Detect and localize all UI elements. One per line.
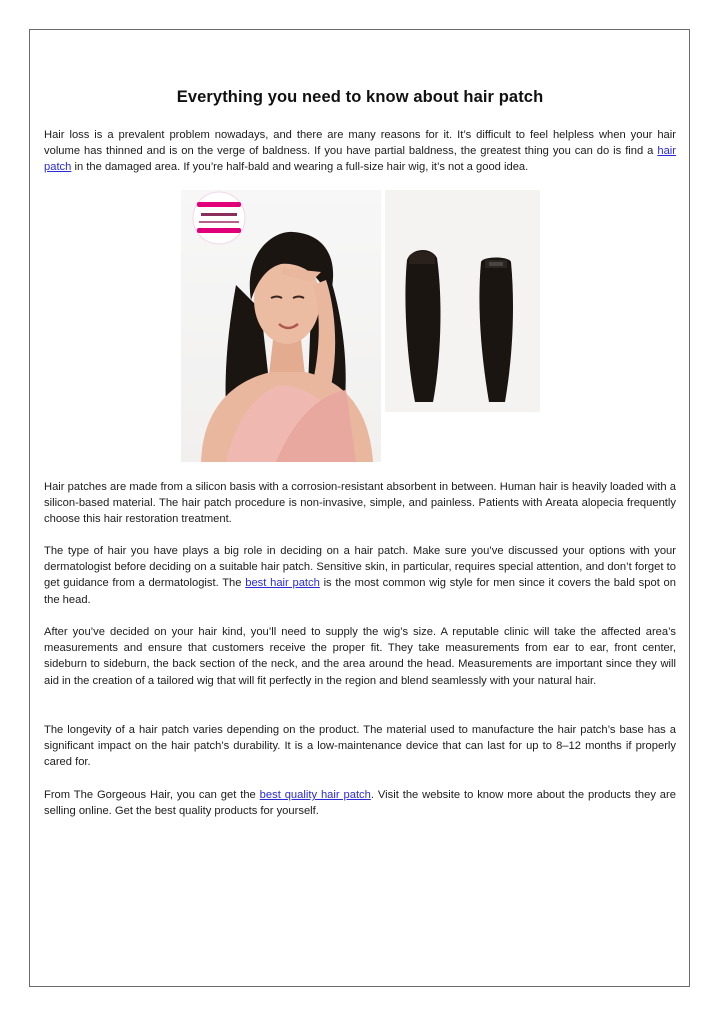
paragraph-measurements: After you’ve decided on your hair kind, you’ll need to supply the wig’s size. A reputable clinic will take the affected area’s measurements and ensure that customers receive the proper fit. They take measurements from ear to ear, front center, sideburn to sideburn, the back section of the neck, and the area around the head. Measurements are important since they will aid in the creation of a tailored wig that will fit perfectly in the region and blend seamlessly with your natural hair. xyxy=(44,626,676,687)
paragraph-intro xyxy=(44,127,676,176)
paragraph-closing xyxy=(44,787,676,819)
best-quality-hair-patch-link[interactable]: best quality hair patch xyxy=(259,789,371,801)
hair-patch-link[interactable]: hair patch xyxy=(44,145,676,174)
paragraph-text: in the damaged area. If you’re half-bald and wearing a full-size hair wig, it’s not a good idea. xyxy=(71,161,529,174)
hair-patch-illustration xyxy=(385,190,540,412)
document-title: Everything you need to know about hair patch xyxy=(176,88,544,106)
paragraph-text: Hair loss is a prevalent problem nowadays, and there are many reasons for it. It’s difficult to feel helpless when your hair volume has thinned and is on the verge of baldness. If you have partial baldness, the greatest thing you can do is find a xyxy=(44,129,676,158)
model-photo-illustration xyxy=(181,190,381,462)
paragraph-text: . Visit the website to know more about the products they are selling online. Get the best quality products for yourself. xyxy=(44,789,676,818)
paragraph-text: From The Gorgeous Hair, you can get the xyxy=(44,789,260,801)
paragraph-longevity: The longevity of a hair patch varies depending on the product. The material used to manufacture the hair patch’s base has a significant impact on the hair patch’s durability. It is a low-maintenance device that can last for up to 8–12 months if properly cared for. xyxy=(44,724,676,769)
hair-patch-product-photo xyxy=(385,190,540,412)
paragraph-text: is the most common wig style for men since it covers the bald spot on the head. xyxy=(44,577,676,606)
best-hair-patch-link[interactable]: best hair patch xyxy=(245,577,320,590)
product-figure xyxy=(181,190,540,462)
paragraph-text: The type of hair you have plays a big role in deciding on a hair patch. Make sure you’ve discussed your options with your dermatologist before deciding on a suitable hair patch. Sensitive skin, in particular, requires special attention, and don’t forget to get guidance from a dermatologist. The xyxy=(44,545,676,590)
paragraph-materials: Hair patches are made from a silicon basis with a corrosion-resistant absorbent in between. Human hair is heavily loaded with a silicon-based material. The hair patch procedure is non-invasive, simple, and painless. Patients with Areata alopecia frequently choose this hair restoration treatment. xyxy=(44,481,676,526)
paragraph-hair-type xyxy=(44,543,676,608)
model-photo xyxy=(181,190,381,462)
